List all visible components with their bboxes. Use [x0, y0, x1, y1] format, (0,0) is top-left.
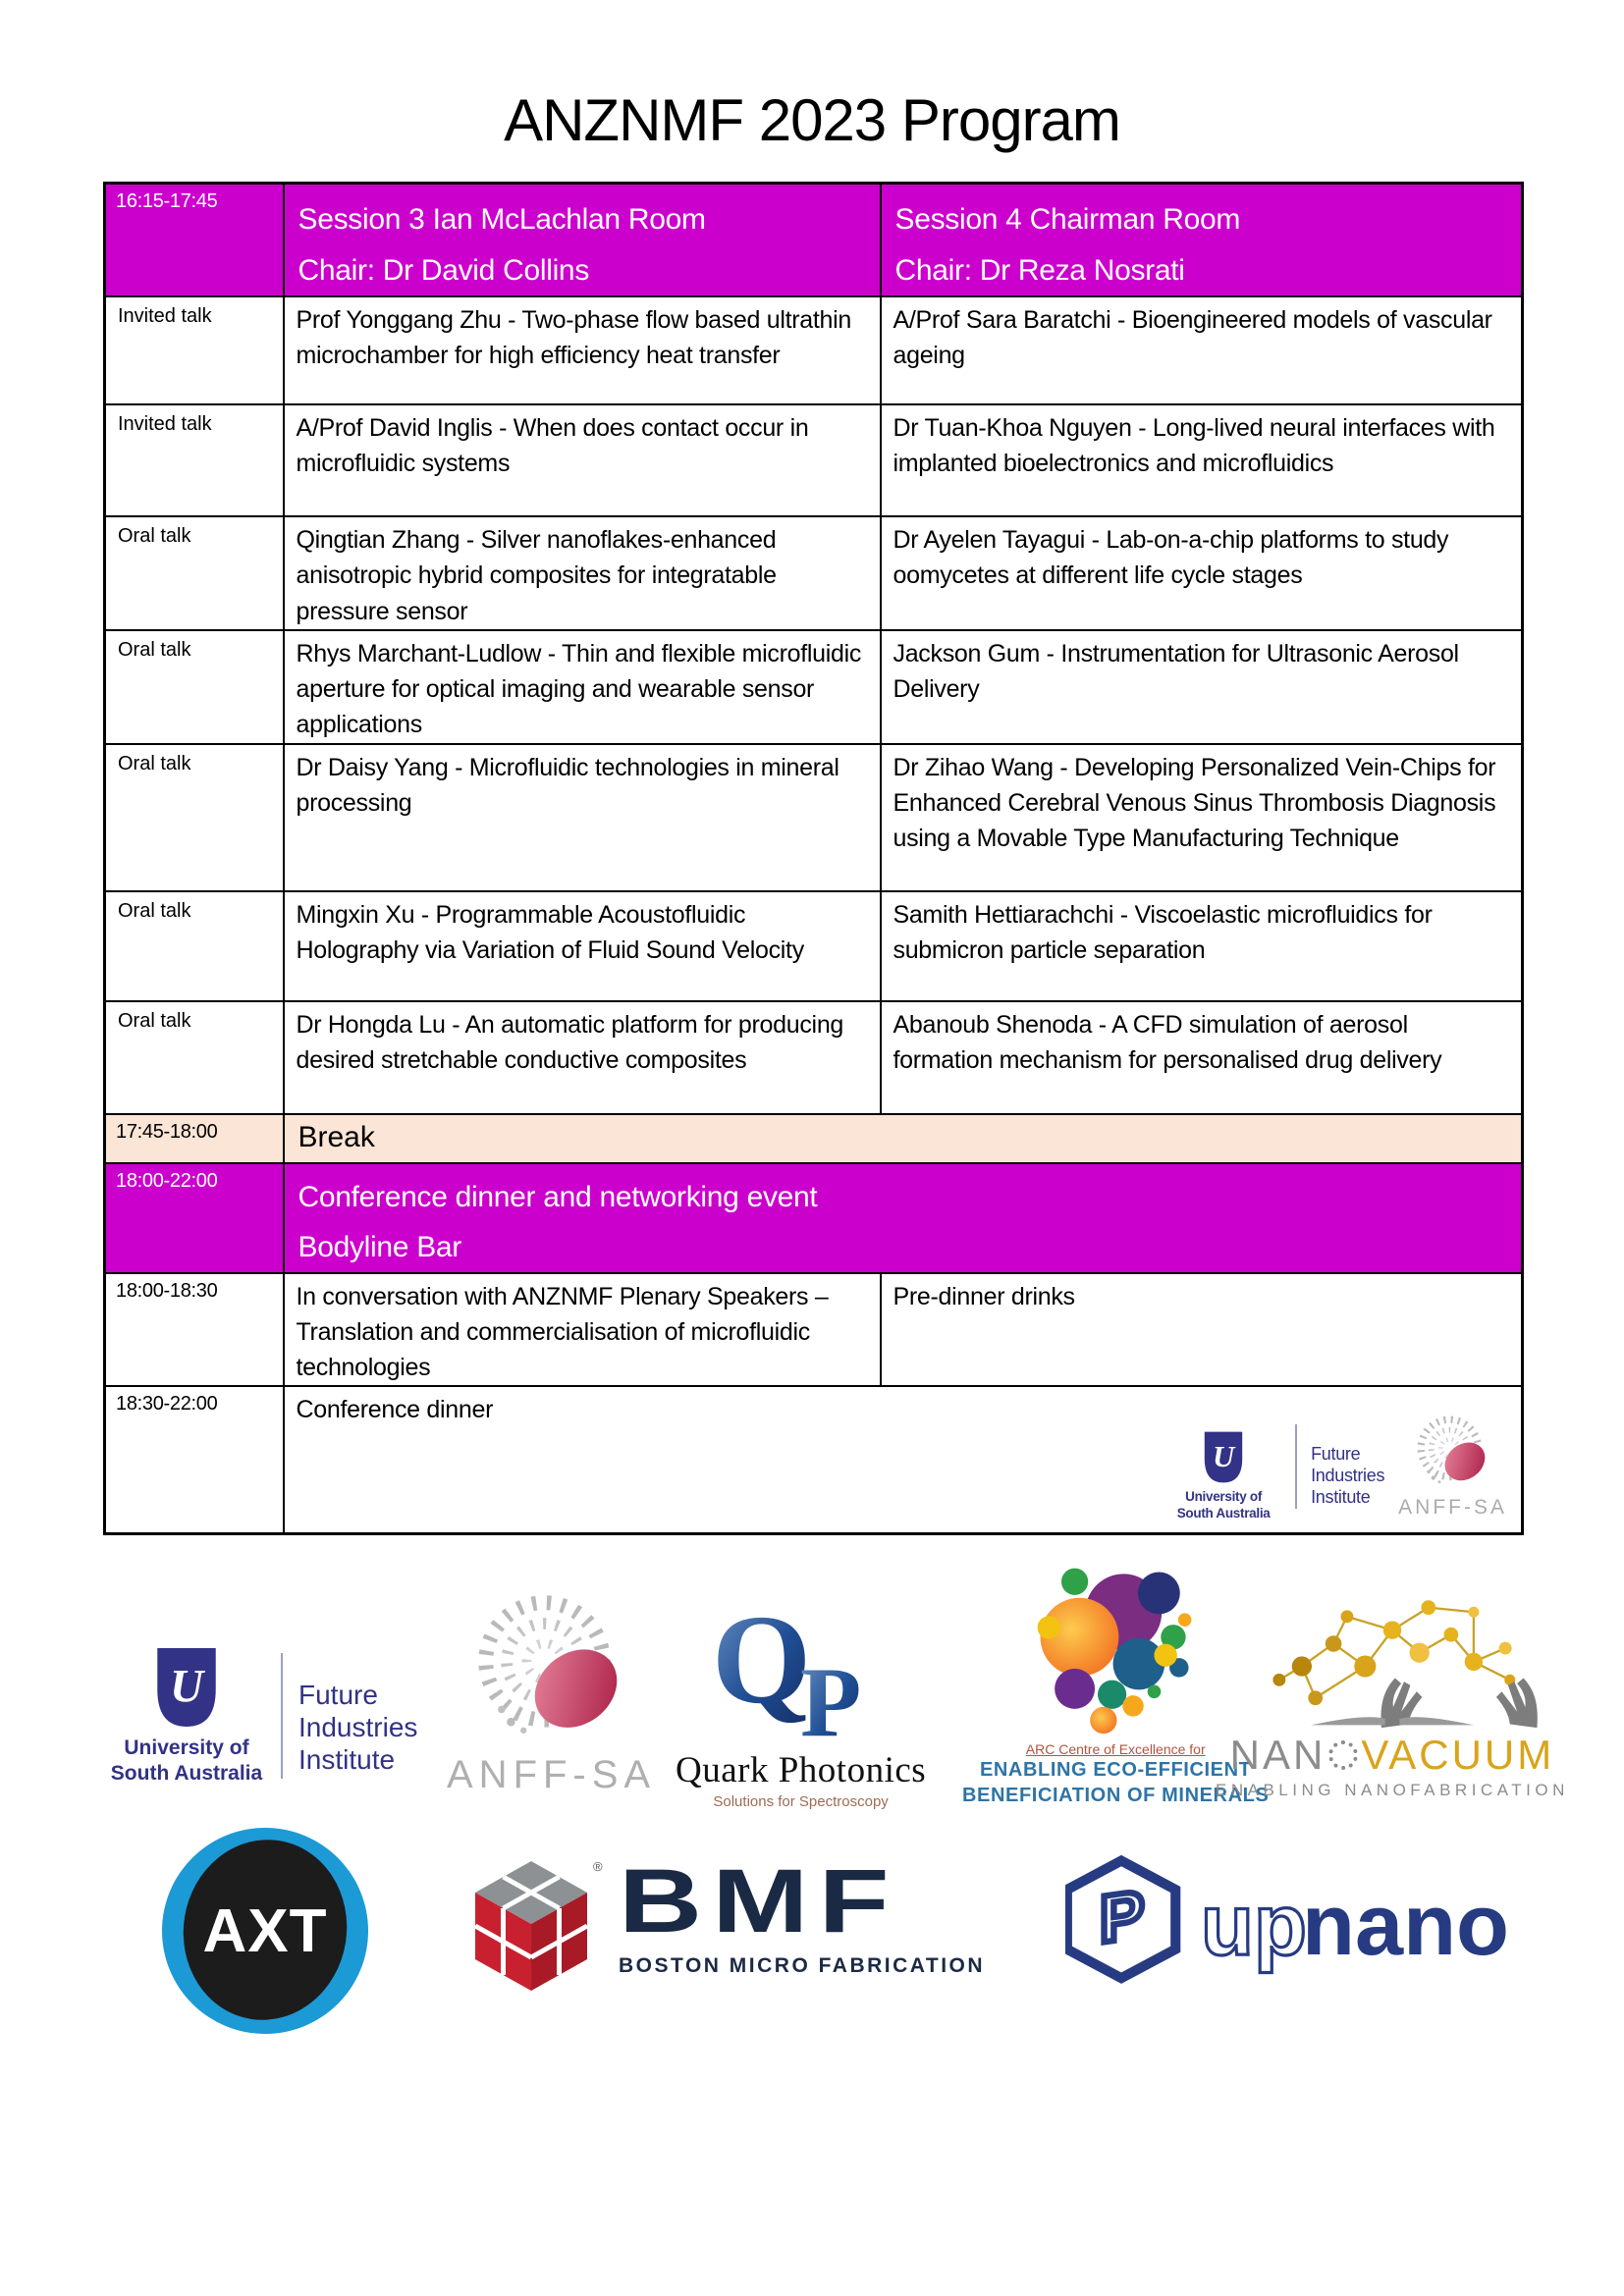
upnano-up-text: up	[1201, 1876, 1307, 1974]
talk-row	[105, 630, 1523, 744]
axt-label: AXT	[202, 1897, 328, 1965]
nanovacuum-tagline: ENABLING NANOFABRICATION	[1216, 1781, 1569, 1799]
conference-dinner-cell	[284, 1386, 1523, 1533]
talk-row	[105, 744, 1523, 891]
evening-row	[105, 1386, 1523, 1533]
nanovacuum-wordmark	[1230, 1732, 1555, 1779]
fii-line3: Institute	[298, 1744, 396, 1776]
upnano-cube-icon	[1067, 1861, 1175, 1979]
talk-row	[105, 404, 1523, 516]
talk-title: A/Prof David Inglis - When does contact occur in microfluidic systems	[284, 404, 881, 516]
upnano-nano-text: nano	[1302, 1876, 1509, 1974]
anff-label: ANFF-SA	[447, 1753, 657, 1796]
arc-line2: ENABLING ECO-EFFICIENT	[979, 1759, 1252, 1781]
talk-title: Dr Zihao Wang - Developing Personalized Vein-Chips for Enhanced Cerebral Venous Sinus Thrombosis Diagnosis using a Movable Type Manufacturing Technique	[881, 744, 1523, 891]
bmf-tagline: BOSTON MICRO FABRICATION	[619, 1954, 986, 1978]
unisa-line2: South Australia	[110, 1762, 263, 1786]
unisa-logo	[1165, 1431, 1281, 1522]
unisa-line2: South Australia	[1176, 1506, 1271, 1522]
session4-header	[881, 184, 1523, 297]
qp-monogram-icon	[710, 1588, 892, 1753]
talk-title: Abanoub Shenoda - A CFD simulation of aerosol formation mechanism for personalised drug delivery	[881, 1001, 1523, 1114]
dinner-event-title: Conference dinner and networking event	[298, 1180, 818, 1213]
talk-row	[105, 296, 1523, 404]
fii-line3: Institute	[1311, 1486, 1371, 1507]
session4-title: Session 4 Chairman Room	[894, 203, 1241, 236]
talk-title: Qingtian Zhang - Silver nanoflakes-enhanced anisotropic hybrid composites for integratable pressure sensor	[284, 516, 881, 630]
time-cell: 16:15-17:45	[105, 184, 284, 297]
evening-row	[105, 1273, 1523, 1387]
session3-header	[284, 184, 881, 297]
anff-globe-icon	[1415, 1415, 1491, 1491]
talk-row	[105, 516, 1523, 630]
unisa-shield-icon	[156, 1647, 217, 1728]
sponsor-axt	[160, 1826, 370, 2036]
sponsor-quark-photonics	[676, 1588, 926, 1810]
talk-title: Rhys Marchant-Ludlow - Thin and flexible microfluidic aperture for optical imaging and wearable sensor applications	[284, 630, 881, 744]
fii-line2: Industries	[1311, 1466, 1385, 1486]
talk-type: Oral talk	[105, 891, 284, 1001]
evening-item: Pre-dinner drinks	[881, 1273, 1523, 1387]
talk-row	[105, 1001, 1523, 1114]
quark-tagline: Solutions for Spectroscopy	[713, 1793, 889, 1810]
qp-p-mark: P	[800, 1647, 862, 1753]
arc-line1: ARC Centre of Excellence for	[1025, 1741, 1206, 1757]
talk-title: Dr Hongda Lu - An automatic platform for producing desired stretchable conductive composites	[284, 1001, 881, 1114]
dinner-header	[284, 1163, 1523, 1273]
arc-line3: BENEFICIATION OF MINERALS	[962, 1785, 1270, 1806]
session3-title: Session 3 Ian McLachlan Room	[298, 203, 706, 236]
fii-logo	[1311, 1444, 1384, 1509]
cell-logo-strip	[1165, 1415, 1507, 1522]
talk-type: Oral talk	[105, 630, 284, 744]
dinner-header-row	[105, 1163, 1523, 1273]
talk-title: Dr Ayelen Tayagui - Lab-on-a-chip platforms to study oomycetes at different life cycle stages	[881, 516, 1523, 630]
sponsor-unisa-fii	[108, 1647, 417, 1788]
evening-item: Conference dinner	[296, 1396, 494, 1424]
bmf-registered-mark: ®	[593, 1859, 603, 1874]
talk-title: A/Prof Sara Baratchi - Bioengineered models of vascular ageing	[881, 296, 1523, 404]
time-cell: 17:45-18:00	[105, 1114, 284, 1163]
talk-type: Invited talk	[105, 404, 284, 516]
vacuum-text: VACUUM	[1361, 1732, 1555, 1778]
time-cell: 18:00-22:00	[105, 1163, 284, 1273]
sponsor-anff-sa	[447, 1592, 656, 1797]
time-cell: 18:30-22:00	[105, 1386, 284, 1533]
fii-line1: Future	[1311, 1444, 1361, 1465]
fii-line2: Industries	[298, 1712, 418, 1743]
talk-title: Jackson Gum - Instrumentation for Ultrasonic Aerosol Delivery	[881, 630, 1523, 744]
talk-title: Prof Yonggang Zhu - Two-phase flow based ultrathin microchamber for high efficiency heat transfer	[284, 296, 881, 404]
unisa-logo	[108, 1647, 265, 1788]
session3-chair: Chair: Dr David Collins	[298, 253, 590, 287]
dinner-venue: Bodyline Bar	[298, 1230, 461, 1263]
talk-title: Mingxin Xu - Programmable Acoustofluidic Holography via Variation of Fluid Sound Velocity	[284, 891, 881, 1001]
unisa-line1: University of	[1185, 1489, 1263, 1505]
quark-name: Quark Photonics	[676, 1750, 927, 1790]
nano-o-globe-icon	[1328, 1740, 1358, 1770]
bmf-wordmark	[619, 1851, 986, 1978]
qp-q-mark: Q	[712, 1589, 812, 1731]
upnano-p-mark: P	[1099, 1876, 1145, 1957]
nano-text: NAN	[1229, 1732, 1326, 1778]
anff-label: ANFF-SA	[1398, 1495, 1507, 1519]
talk-type: Oral talk	[105, 516, 284, 630]
talk-type: Invited talk	[105, 296, 284, 404]
anff-globe-icon	[473, 1592, 630, 1749]
evening-item: In conversation with ANZNMF Plenary Speakers – Translation and commercialisation of microfluidic technologies	[284, 1273, 881, 1387]
session4-chair: Chair: Dr Reza Nosrati	[894, 253, 1185, 287]
time-cell: 18:00-18:30	[105, 1273, 284, 1387]
logo-divider	[281, 1653, 283, 1779]
break-row	[105, 1114, 1523, 1163]
fii-line1: Future	[298, 1680, 378, 1710]
logo-divider	[1295, 1424, 1297, 1509]
sponsor-upnano	[1065, 1855, 1517, 2002]
session-header-row	[105, 184, 1523, 297]
talk-type: Oral talk	[105, 744, 284, 891]
program-table	[103, 182, 1524, 1535]
unisa-shield-icon	[1204, 1431, 1243, 1483]
bmf-cube-icon	[467, 1857, 605, 2002]
talk-title: Samith Hettiarachchi - Viscoelastic microfluidics for submicron particle separation	[881, 891, 1523, 1001]
anff-sa-logo	[1398, 1415, 1507, 1522]
sponsor-bmf	[467, 1851, 986, 2002]
talk-title: Dr Tuan-Khoa Nguyen - Long-lived neural interfaces with implanted bioelectronics and microfluidics	[881, 404, 1523, 516]
sponsor-nanovacuum	[1216, 1580, 1569, 1800]
talk-title: Dr Daisy Yang - Microfluidic technologies in mineral processing	[284, 744, 881, 891]
page-title: ANZNMF 2023 Program	[504, 87, 1120, 153]
break-label: Break	[284, 1114, 1523, 1163]
talk-row	[105, 891, 1523, 1001]
axt-roundel-icon	[160, 1826, 370, 2036]
arc-bubbles-icon	[1020, 1553, 1212, 1739]
upnano-logo	[1065, 1855, 1517, 2002]
bmf-name: BMF	[619, 1851, 899, 1951]
unisa-line1: University of	[124, 1736, 249, 1759]
nanovacuum-tree-icon	[1245, 1580, 1540, 1730]
talk-type: Oral talk	[105, 1001, 284, 1114]
fii-logo	[298, 1647, 417, 1776]
